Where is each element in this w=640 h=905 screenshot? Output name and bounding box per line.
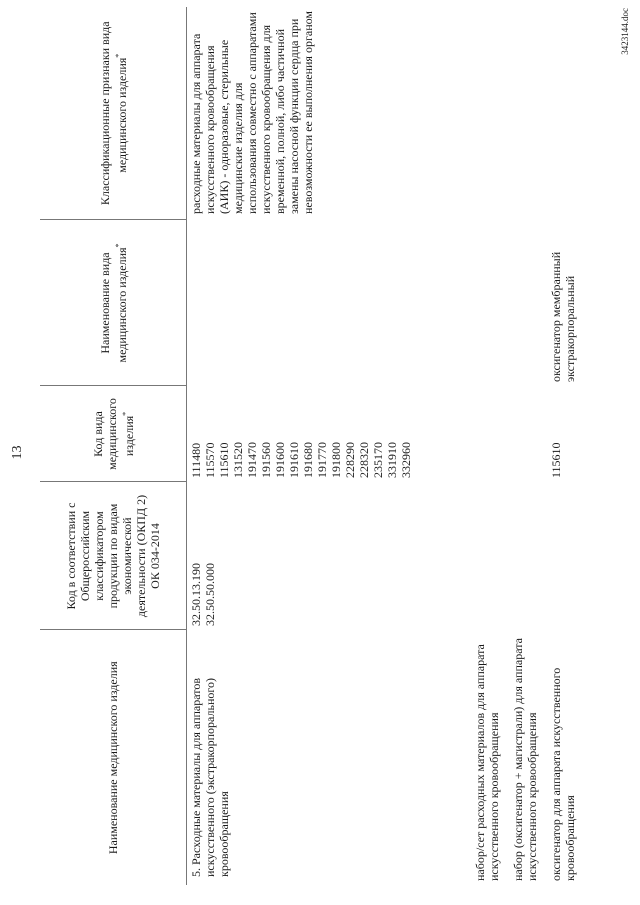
- kind-code: 115570: [203, 442, 217, 478]
- page-number: 13: [10, 445, 25, 460]
- header-kind-name: Наименование вида медицинского изделия*: [40, 220, 187, 386]
- kind-name-cell: [471, 220, 503, 386]
- kind-code: 191800: [329, 442, 343, 478]
- okpd-code: 32.50.13.190: [189, 563, 203, 626]
- kind-code: 191680: [301, 442, 315, 478]
- table-row: [187, 7, 416, 885]
- device-name-cell: оксигенатор для аппарата искусственного кровообращения: [549, 667, 577, 881]
- kind-code: [503, 386, 541, 482]
- kind-code: 191770: [315, 442, 329, 478]
- table-row: [541, 7, 579, 885]
- header-classification: Классификационные признаки вида медицинского изделия*: [40, 7, 187, 220]
- kind-code: 191610: [287, 442, 301, 478]
- header-okpd: Код в соответствии с Общероссийским классификатором продукции по видам экономической деятельности (ОКПД 2) ОК 034-2014: [40, 482, 187, 630]
- header-row: [40, 7, 187, 885]
- kind-code: 131520: [231, 442, 245, 478]
- spacer-row: [415, 7, 471, 885]
- kind-code: 331910: [385, 442, 399, 478]
- table-row: [471, 7, 503, 885]
- kind-code: 191470: [245, 442, 259, 478]
- header-name: Наименование медицинского изделия: [40, 630, 187, 885]
- kind-code: 191600: [273, 442, 287, 478]
- kind-code: 191560: [259, 442, 273, 478]
- kind-code: [471, 386, 503, 482]
- device-name-cell: 5. Расходные материалы для аппаратов искусственного (экстракорпорального) кровообращения: [189, 677, 231, 877]
- kind-codes-cell: [187, 386, 416, 482]
- classification-cell: расходные материалы для аппарата искусственного кровообращения (АИК) - одноразовые, стерильные медицинские изделия для использования совместно с аппаратами искусственного кровообращения для временной, полной, либо частичной замены насосной функции сердца при невозможности ее выполнения органом: [189, 11, 315, 214]
- device-name-cell: набор (оксигенатор + магистрали) для аппарата искусственного кровообращения: [511, 638, 539, 881]
- kind-name-cell: оксигенатор мембранный экстракорпоральный: [549, 251, 577, 382]
- kind-code: 332960: [399, 442, 413, 478]
- kind-code: 115610: [217, 442, 231, 478]
- okpd-code: 32.50.50.000: [203, 563, 217, 626]
- kind-code: 115610: [549, 442, 563, 478]
- kind-code: 228290: [343, 442, 357, 478]
- kind-code: 111480: [189, 442, 203, 478]
- device-name-cell: набор/сет расходных материалов для аппарата искусственного кровообращения: [473, 644, 501, 881]
- kind-name-cell: [187, 220, 416, 386]
- document-id: 3423144.doc: [620, 8, 630, 55]
- kind-code: 228320: [357, 442, 371, 478]
- header-code: Код вида медицинского изделия*: [40, 386, 187, 482]
- okpd-codes-cell: [187, 482, 416, 630]
- medical-devices-table: [40, 7, 579, 885]
- kind-code: 235170: [371, 442, 385, 478]
- kind-name-cell: [503, 220, 541, 386]
- table-row: [503, 7, 541, 885]
